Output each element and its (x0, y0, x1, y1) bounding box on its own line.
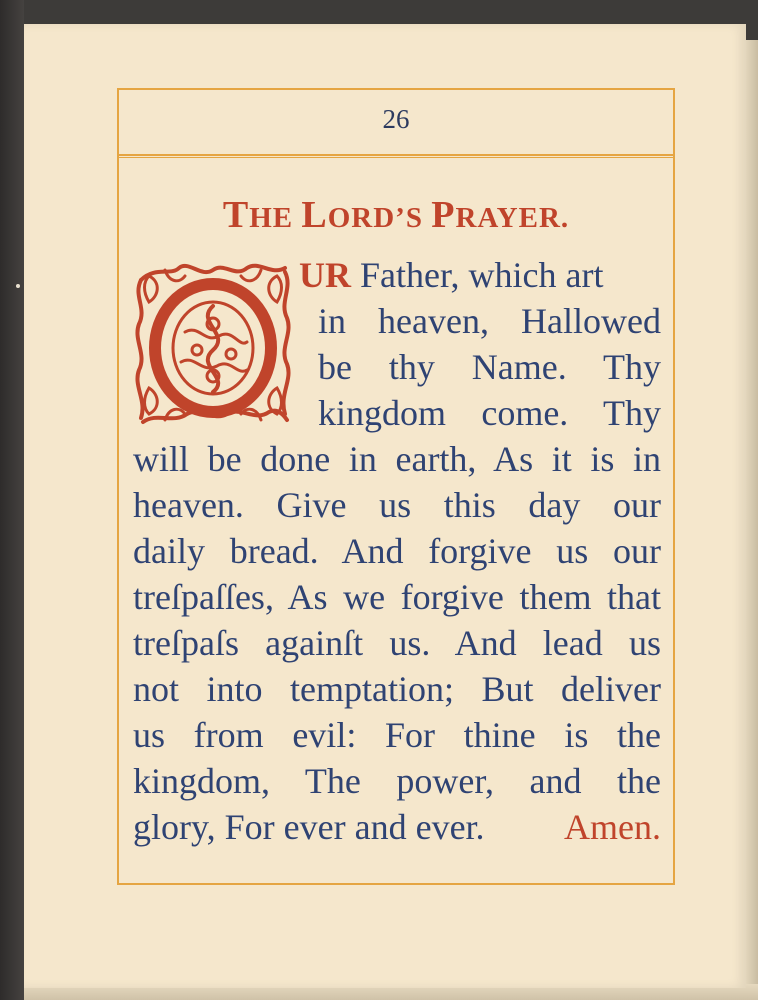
prayer-line-1 (299, 254, 661, 296)
prayer-line-6: heaven. Give us this day our (133, 485, 661, 525)
header-rule (119, 154, 673, 158)
prayer-line-3: be thy Name. Thy (318, 347, 661, 387)
prayer-line-10: not into temptation; But deliver (133, 669, 661, 709)
title-initial-the: T (222, 194, 250, 236)
page-number: 26 (382, 104, 410, 134)
prayer-line-13 (133, 806, 661, 848)
prayer-line-12: kingdom, The power, and the (133, 761, 661, 801)
prayer-line-5: will be done in earth, As it is in (133, 439, 661, 479)
amen-word: Amen. (564, 807, 661, 847)
title-initial-lords: L (301, 194, 328, 236)
title-initial-prayer: P (431, 194, 456, 236)
title-word-prayer: RAYER. (455, 202, 570, 234)
prayer-line-1-text: Father, which art (351, 255, 604, 295)
prayer-line-13-text: glory, For ever and ever. (133, 807, 485, 847)
prayer-line-4: kingdom come. Thy (318, 393, 661, 433)
spine-dot (16, 284, 20, 288)
first-word-rest: UR (299, 255, 351, 295)
prayer-line-7: daily bread. And forgive us our (133, 531, 661, 571)
title-word-the: HE (249, 202, 302, 234)
page-title (119, 193, 673, 237)
book-spine-shadow (0, 0, 24, 1000)
title-word-lords: ORD’S (327, 202, 432, 234)
page-border-frame (117, 88, 675, 885)
prayer-line-2: in heaven, Hallowed (318, 301, 661, 341)
prayer-line-9: treſpaſs againſt us. And lead us (133, 623, 661, 663)
prayer-line-8: treſpaſſes, As we forgive them that (133, 577, 661, 617)
ornamental-dropcap-o (135, 262, 291, 428)
prayer-line-11: us from evil: For thine is the (133, 715, 661, 755)
